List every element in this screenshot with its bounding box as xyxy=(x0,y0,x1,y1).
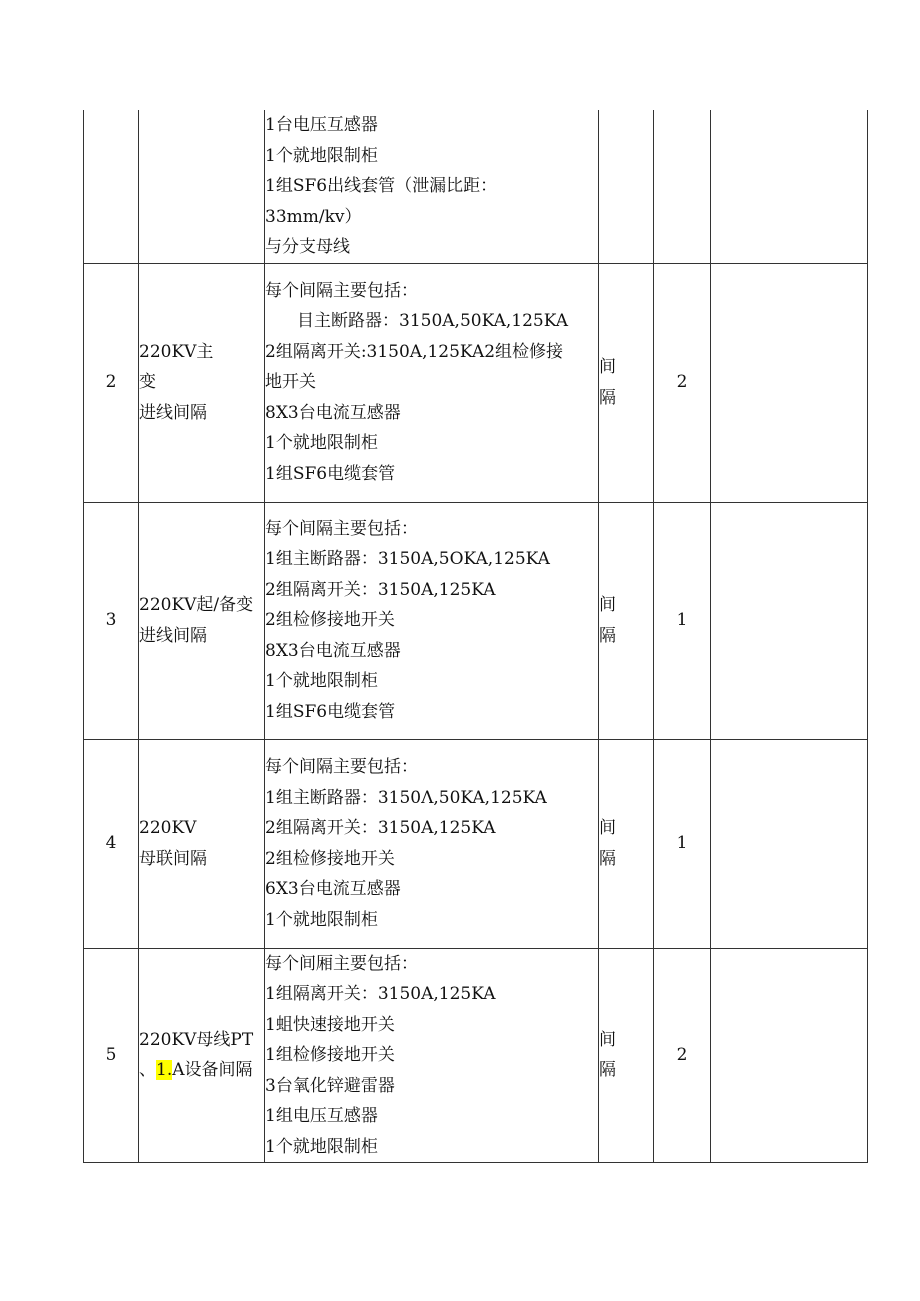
content-line: 2组隔离开关：3150A,125KA xyxy=(265,818,496,838)
content-line: 8X3台电流互感器 xyxy=(265,640,401,661)
row-number-cell: 2 xyxy=(84,263,139,502)
content-line: 1个就地限制柜 xyxy=(265,671,378,692)
quantity-cell: 1 xyxy=(654,502,711,739)
row-number-cell: 5 xyxy=(84,948,139,1163)
bay-name-line: 220KV母线PT xyxy=(139,1029,254,1050)
content-line: 与分支母线 xyxy=(265,237,350,257)
content-line: 1台电压互感器 xyxy=(265,115,378,135)
highlighted-text: 1. xyxy=(156,1060,173,1081)
content-line: 1组检修接地开关 xyxy=(265,1045,395,1065)
content-line: 1蛆快速接地开关 xyxy=(265,1014,395,1035)
unit-cell xyxy=(599,263,654,502)
content-line: 1个就地限制柜 xyxy=(265,909,378,930)
table-row xyxy=(84,110,868,263)
unit-cell xyxy=(599,110,654,263)
table-row xyxy=(84,263,868,502)
content-line: 2组检修接地开关 xyxy=(265,610,395,631)
table-row xyxy=(84,739,868,948)
content-line: 1组SF6电缆套管 xyxy=(265,463,396,484)
content-line: 目主断路器：3150A,50KA,125KA xyxy=(297,311,569,332)
content-line: 2组检修接地开关 xyxy=(265,848,395,869)
bay-name-cell xyxy=(139,110,265,263)
content-line: 8X3台电流互感器 xyxy=(265,402,401,423)
content-line: 1个就地限制柜 xyxy=(265,433,378,454)
bay-name-line: 进线间隔 xyxy=(139,402,207,423)
content-line: 6X3台电流互感器 xyxy=(265,879,401,899)
unit-cell xyxy=(599,502,654,739)
quantity-cell: 2 xyxy=(654,948,711,1163)
quantity-cell: 1 xyxy=(654,739,711,948)
bay-name-line: 220KV主 xyxy=(139,341,214,362)
content-line: 每个间隔主要包括： xyxy=(265,757,418,777)
content-line: 每个间隔主要包括： xyxy=(265,518,418,539)
bay-name-line: 220KV xyxy=(139,818,197,838)
content-line: 每个间厢主要包括： xyxy=(265,953,418,974)
content-line: 33mm/kv） xyxy=(265,206,362,227)
bay-name-line: 220KV起/备变 xyxy=(139,595,254,615)
contents-cell xyxy=(265,739,599,948)
unit-line: 间 xyxy=(599,1029,616,1050)
unit-cell xyxy=(599,739,654,948)
bay-name-cell xyxy=(139,502,265,739)
content-line: 1组隔离开关：3150A,125KA xyxy=(265,984,496,1004)
remarks-cell xyxy=(711,739,868,948)
content-line: 1组主断路器：3150A,5OKA,125KA xyxy=(265,549,550,570)
table-row xyxy=(84,502,868,739)
contents-cell xyxy=(265,110,599,263)
row-number-cell xyxy=(84,110,139,263)
remarks-cell xyxy=(711,263,868,502)
bay-name-line: 变 xyxy=(139,372,156,393)
bay-name-prefix: 、 xyxy=(139,1060,156,1081)
bay-name-cell xyxy=(139,948,265,1163)
row-number-cell: 3 xyxy=(84,502,139,739)
quantity-cell xyxy=(654,110,711,263)
unit-cell xyxy=(599,948,654,1163)
content-line: 地开关 xyxy=(265,372,316,393)
content-line: 1个就地限制柜 xyxy=(265,1136,378,1157)
bay-name-line xyxy=(139,1055,264,1086)
content-line: 1个就地限制柜 xyxy=(265,145,378,166)
unit-line: 间 xyxy=(599,357,616,377)
remarks-cell xyxy=(711,502,868,739)
quantity-cell: 2 xyxy=(654,263,711,502)
remarks-cell xyxy=(711,948,868,1163)
unit-line: 隔 xyxy=(599,1060,616,1081)
bay-name-cell xyxy=(139,739,265,948)
unit-line: 隔 xyxy=(599,387,616,408)
bay-name-line: 进线间隔 xyxy=(139,625,207,646)
unit-line: 隔 xyxy=(599,848,616,869)
content-line: 3台氧化锌避雷器 xyxy=(265,1075,395,1096)
content-line: 1组电压互感器 xyxy=(265,1106,378,1126)
unit-line: 隔 xyxy=(599,625,616,646)
bay-name-line: 母联间隔 xyxy=(139,848,207,869)
content-line: 每个间隔主要包括： xyxy=(265,280,418,301)
contents-cell xyxy=(265,948,599,1163)
unit-line: 间 xyxy=(599,818,616,838)
content-line: 1组SF6电缆套管 xyxy=(265,701,396,722)
table-row xyxy=(84,948,868,1163)
equipment-spec-table xyxy=(83,110,868,1163)
content-line: 2组隔离开关：3150A,125KA xyxy=(265,579,496,600)
bay-name-cell xyxy=(139,263,265,502)
row-number-cell: 4 xyxy=(84,739,139,948)
bay-name-suffix: A设备间隔 xyxy=(172,1060,253,1081)
contents-cell xyxy=(265,263,599,502)
content-line: 1组主断路器：3150Λ,50KA,125KA xyxy=(265,787,547,808)
content-line: 1组SF6出线套管（泄漏比距： xyxy=(265,176,498,196)
contents-cell xyxy=(265,502,599,739)
unit-line: 间 xyxy=(599,595,616,615)
remarks-cell xyxy=(711,110,868,263)
content-line: 2组隔离开关:3150A,125KA2组检修接 xyxy=(265,341,564,362)
